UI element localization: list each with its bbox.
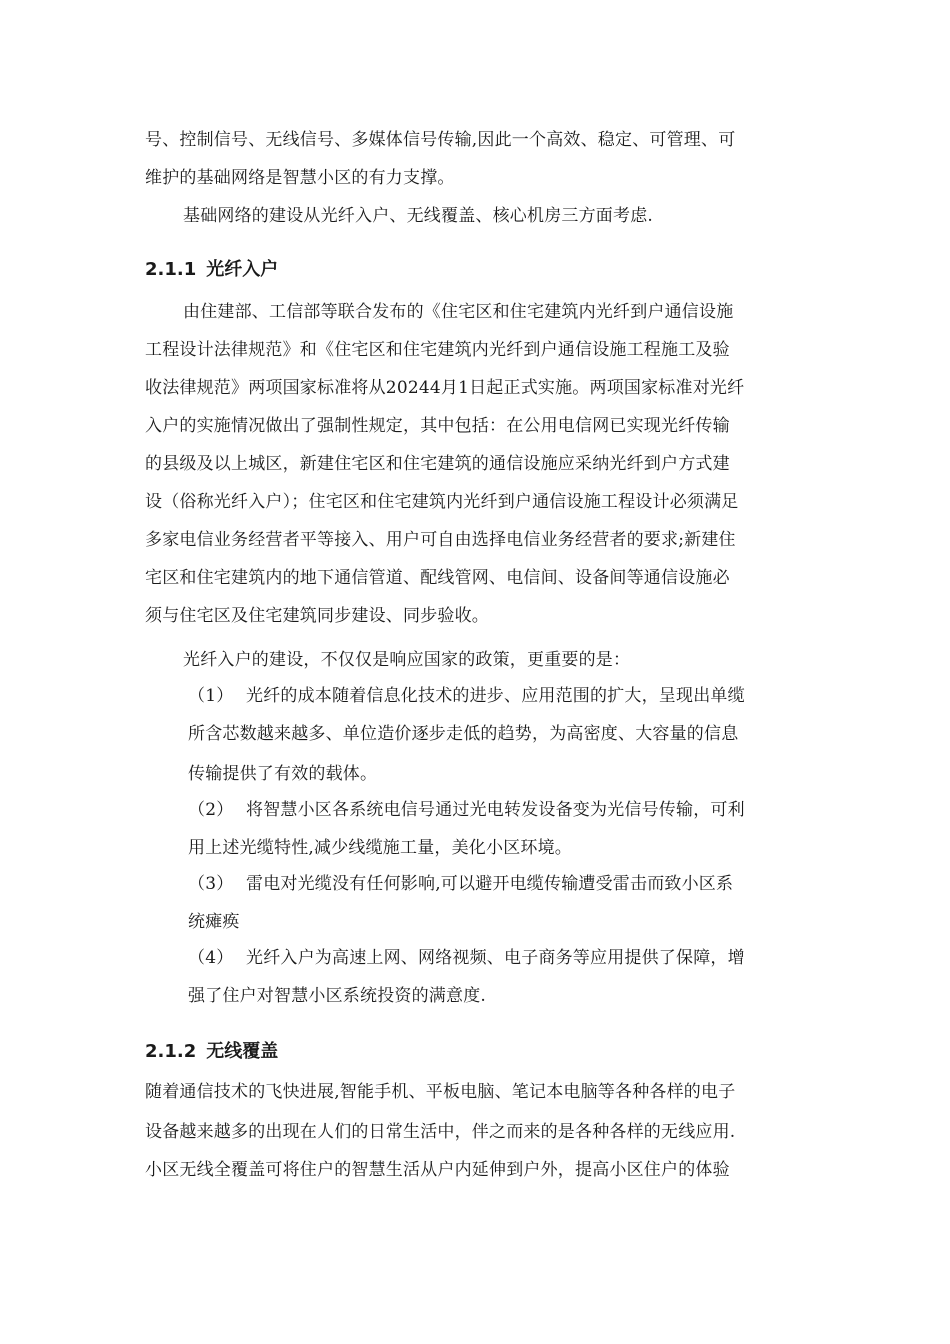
paragraph-line: 收法律规范》两项国家标准将从20244月1日起正式实施。两项国家标准对光纤 [145, 378, 745, 398]
paragraph-line: 须与住宅区及住宅建筑同步建设、同步验收。 [145, 606, 489, 626]
paragraph-line: 由住建部、工信部等联合发布的《住宅区和住宅建筑内光纤到户通信设施 [183, 302, 734, 322]
section-heading-2-1-1 [145, 258, 278, 282]
list-item-4 [188, 946, 745, 970]
paragraph-line: 的县级及以上城区，新建住宅区和住宅建筑的通信设施应采纳光纤到户方式建 [145, 454, 730, 474]
intro-line-2: 维护的基础网络是智慧小区的有力支撑。 [145, 168, 455, 188]
list-item-2 [188, 798, 745, 822]
paragraph-line: 入户的实施情况做出了强制性规定，其中包括：在公用电信网已实现光纤传输 [145, 416, 730, 436]
paragraph-line: 设备越来越多的出现在人们的日常生活中，伴之而来的是各种各样的无线应用. [145, 1122, 736, 1142]
list-item-text: 传输提供了有效的载体。 [188, 764, 378, 784]
section-heading-2-1-2 [145, 1040, 278, 1064]
list-item-text: 所含芯数越来越多、单位造价逐步走低的趋势，为高密度、大容量的信息 [188, 724, 739, 744]
paragraph-line: 小区无线全覆盖可将住户的智慧生活从户内延伸到户外，提高小区住户的体验 [145, 1160, 730, 1180]
section-title: 光纤入户 [206, 259, 279, 280]
paragraph-line: 多家电信业务经营者平等接入、用户可自由选择电信业务经营者的要求;新建住 [145, 530, 736, 550]
intro-summary: 基础网络的建设从光纤入户、无线覆盖、核心机房三方面考虑. [183, 206, 654, 226]
list-marker: （3） [188, 874, 234, 894]
intro-line-1: 号、控制信号、无线信号、多媒体信号传输,因此一个高效、稳定、可管理、可 [145, 130, 736, 150]
paragraph-line: 工程设计法律规范》和《住宅区和住宅建筑内光纤到户通信设施工程施工及验 [145, 340, 730, 360]
list-item-text: 光纤的成本随着信息化技术的进步、应用范围的扩大，呈现出单缆 [246, 686, 745, 706]
list-item-text: 强了住户对智慧小区系统投资的满意度. [188, 986, 487, 1006]
list-item-text: 光纤入户为高速上网、网络视频、电子商务等应用提供了保障，增 [246, 948, 745, 968]
paragraph-line: 设（俗称光纤入户）；住宅区和住宅建筑内光纤到户通信设施工程设计必须满足 [145, 492, 739, 512]
paragraph-line: 随着通信技术的飞快进展,智能手机、平板电脑、笔记本电脑等各种各样的电子 [145, 1082, 736, 1102]
list-marker: （1） [188, 686, 234, 706]
list-item-text: 雷电对光缆没有任何影响,可以避开电缆传输遭受雷击而致小区系 [246, 874, 734, 894]
section-number: 2.1.2 [145, 1041, 197, 1062]
list-item-text: 统瘫痪 [188, 912, 240, 932]
section-title: 无线覆盖 [206, 1041, 279, 1062]
list-marker: （4） [188, 948, 234, 968]
paragraph-line: 宅区和住宅建筑内的地下通信管道、配线管网、电信间、设备间等通信设施必 [145, 568, 730, 588]
paragraph-line: 光纤入户的建设，不仅仅是响应国家的政策，更重要的是： [183, 650, 631, 670]
list-item-text: 用上述光缆特性,减少线缆施工量，美化小区环境。 [188, 838, 573, 858]
section-number: 2.1.1 [145, 259, 197, 280]
list-marker: （2） [188, 800, 234, 820]
list-item-3 [188, 872, 733, 896]
list-item-text: 将智慧小区各系统电信号通过光电转发设备变为光信号传输，可利 [246, 800, 745, 820]
list-item-1 [188, 684, 745, 708]
